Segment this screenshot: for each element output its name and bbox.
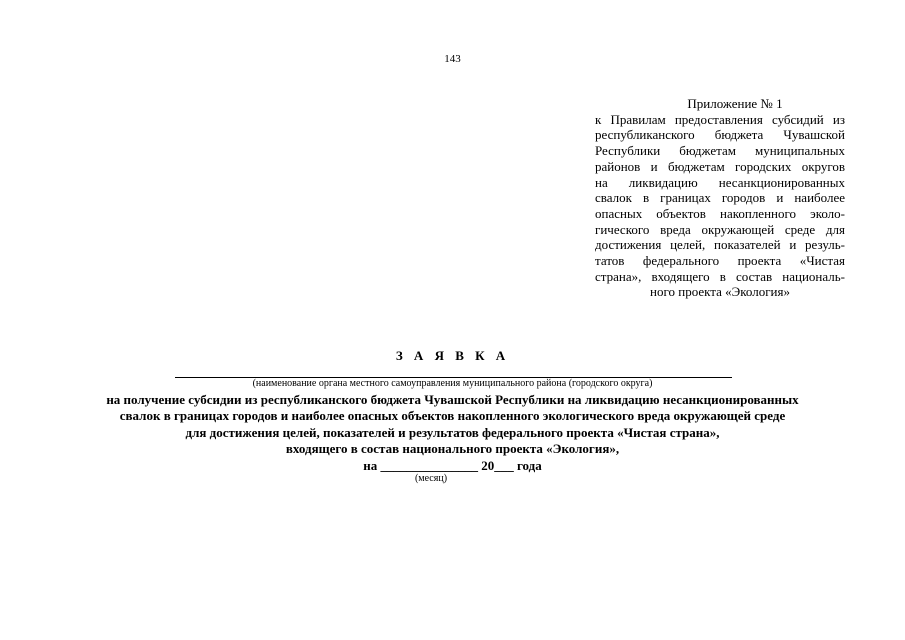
- document-heading: З А Я В К А: [395, 348, 510, 363]
- request-subject-line: на получение субсидии из республиканского бюджета Чувашской Республики на ликвидацию несанкционированных: [106, 392, 799, 407]
- appendix-line: страна», входящего в состав националь-: [595, 268, 845, 284]
- appendix-line: к Правилам предоставления субсидий из: [595, 111, 845, 127]
- page-number: 143: [444, 53, 461, 65]
- org-name-caption: (наименование органа местного самоуправления муниципального района (городского округа): [252, 378, 653, 389]
- request-subject-line: свалок в границах городов и наиболее опасных объектов накопленного экологического вреда окружающей среде: [119, 408, 786, 423]
- request-date-line: на _______________ 20___ года: [363, 458, 542, 473]
- appendix-line: республиканского бюджета Чувашской: [595, 127, 845, 143]
- request-subject-line: входящего в состав национального проекта «Экология»,: [285, 441, 620, 456]
- appendix-line: Республики бюджетам муниципальных: [595, 143, 845, 159]
- month-caption: (месяц): [414, 473, 448, 484]
- appendix-line: достижения целей, показателей и резуль-: [595, 237, 845, 253]
- appendix-line: опасных объектов накопленного эколо-: [595, 205, 845, 221]
- appendix-line: гического вреда окружающей среде для: [595, 221, 845, 237]
- request-subject-line: для достижения целей, показателей и результатов федерального проекта «Чистая страна»,: [185, 425, 720, 440]
- appendix-block: [595, 96, 845, 300]
- appendix-line: свалок в границах городов и наиболее: [595, 190, 845, 206]
- appendix-line: татов федерального проекта «Чистая: [595, 253, 845, 269]
- appendix-title: Приложение № 1: [687, 96, 783, 111]
- appendix-line: ного проекта «Экология»: [650, 284, 790, 300]
- appendix-line: на ликвидацию несанкционированных: [595, 174, 845, 190]
- appendix-line: районов и бюджетам городских округов: [595, 158, 845, 174]
